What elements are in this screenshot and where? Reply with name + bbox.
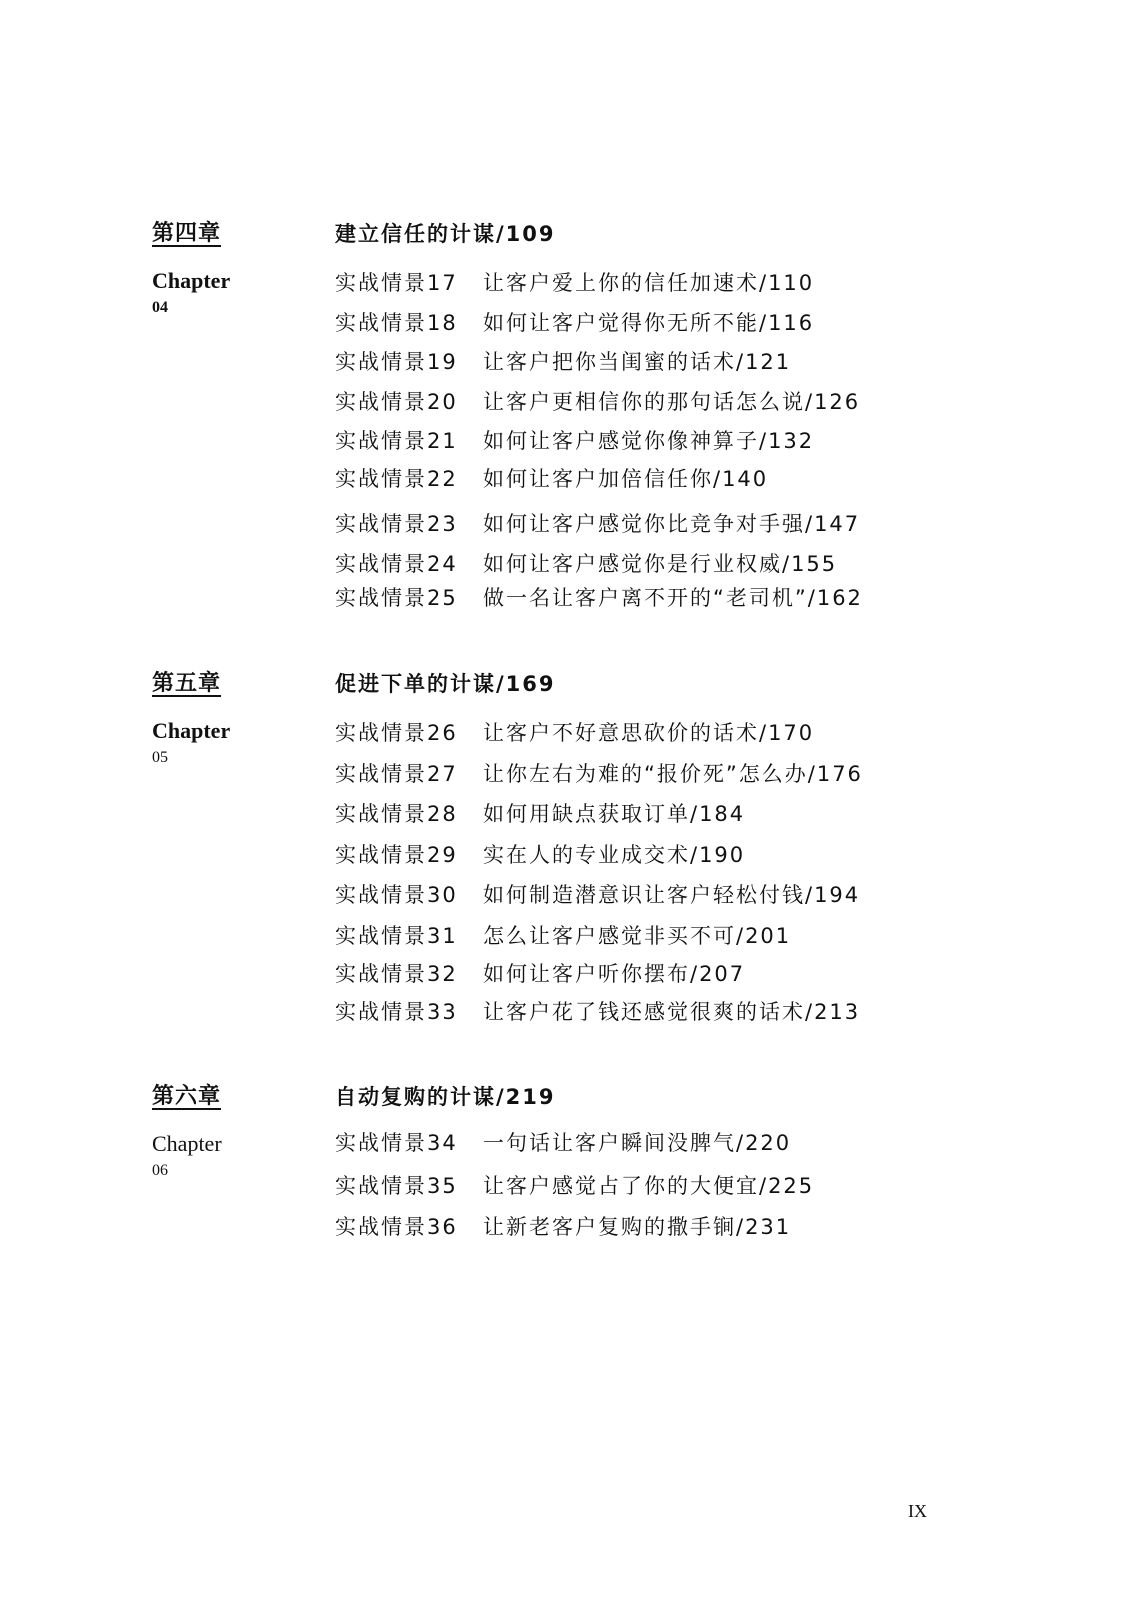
toc-entry[interactable]: [335, 464, 768, 494]
entry-text: 让客户爱上你的信任加速术/110: [483, 271, 815, 295]
entry-text: 如何让客户听你摆布/207: [483, 962, 746, 986]
toc-entry[interactable]: [335, 1128, 791, 1158]
toc-entry[interactable]: [335, 840, 745, 870]
entry-text: 让客户感觉占了你的大便宜/225: [483, 1174, 815, 1198]
toc-entry[interactable]: [335, 880, 860, 910]
entry-label: 实战情景20: [335, 390, 458, 414]
entry-label: 实战情景29: [335, 843, 458, 867]
chapter-title[interactable]: 自动复购的计谋/219: [335, 1085, 556, 1109]
entry-text: 如何让客户觉得你无所不能/116: [483, 311, 815, 335]
toc-entry[interactable]: [335, 1212, 791, 1242]
entry-text: 怎么让客户感觉非买不可/201: [483, 924, 792, 948]
entry-label: 实战情景27: [335, 762, 458, 786]
toc-entry[interactable]: [335, 921, 791, 951]
entry-text: 做一名让客户离不开的“老司机”/162: [483, 586, 863, 610]
entry-text: 如何让客户感觉你像神算子/132: [483, 429, 815, 453]
toc-entry[interactable]: [335, 718, 814, 748]
toc-entry[interactable]: [335, 583, 863, 613]
chapter-number: 04: [152, 299, 168, 316]
chapter-heading: 第五章: [152, 671, 222, 696]
entry-label: 实战情景25: [335, 586, 458, 610]
toc-entry[interactable]: [335, 549, 837, 579]
entry-text: 一句话让客户瞬间没脾气/220: [483, 1131, 792, 1155]
entry-label: 实战情景28: [335, 802, 458, 826]
chapter-label-en: Chapter: [152, 1131, 222, 1156]
entry-label: 实战情景18: [335, 311, 458, 335]
toc-entry[interactable]: [335, 268, 814, 298]
page-number: IX: [908, 1501, 927, 1521]
toc-entry[interactable]: [335, 1171, 814, 1201]
toc-entry[interactable]: [335, 997, 860, 1027]
entry-label: 实战情景22: [335, 467, 458, 491]
entry-label: 实战情景34: [335, 1131, 458, 1155]
entry-text: 让客户花了钱还感觉很爽的话术/213: [483, 1000, 861, 1024]
entry-text: 如何让客户感觉你比竞争对手强/147: [483, 512, 861, 536]
entry-text: 让客户把你当闺蜜的话术/121: [483, 350, 792, 374]
chapter-number: 06: [152, 1162, 168, 1179]
entry-label: 实战情景33: [335, 1000, 458, 1024]
entry-text: 让客户更相信你的那句话怎么说/126: [483, 390, 861, 414]
chapter-title[interactable]: 促进下单的计谋/169: [335, 672, 556, 696]
entry-label: 实战情景24: [335, 552, 458, 576]
entry-text: 让新老客户复购的撒手锏/231: [483, 1215, 792, 1239]
entry-label: 实战情景32: [335, 962, 458, 986]
entry-label: 实战情景35: [335, 1174, 458, 1198]
entry-label: 实战情景21: [335, 429, 458, 453]
toc-entry[interactable]: [335, 509, 860, 539]
toc-entry[interactable]: [335, 308, 814, 338]
entry-text: 让客户不好意思砍价的话术/170: [483, 721, 815, 745]
chapter-title[interactable]: 建立信任的计谋/109: [335, 222, 556, 246]
chapter-heading: 第四章: [152, 221, 222, 246]
entry-text: 实在人的专业成交术/190: [483, 843, 746, 867]
chapter-heading: 第六章: [152, 1084, 222, 1109]
entry-label: 实战情景30: [335, 883, 458, 907]
toc-entry[interactable]: [335, 426, 814, 456]
entry-label: 实战情景19: [335, 350, 458, 374]
entry-label: 实战情景17: [335, 271, 458, 295]
entry-text: 如何让客户感觉你是行业权威/155: [483, 552, 838, 576]
chapter-label-en: Chapter: [152, 268, 231, 293]
entry-label: 实战情景23: [335, 512, 458, 536]
toc-entry[interactable]: [335, 759, 863, 789]
entry-text: 让你左右为难的“报价死”怎么办/176: [483, 762, 863, 786]
entry-label: 实战情景26: [335, 721, 458, 745]
entry-label: 实战情景31: [335, 924, 458, 948]
toc-entry[interactable]: [335, 799, 745, 829]
entry-label: 实战情景36: [335, 1215, 458, 1239]
entry-text: 如何让客户加倍信任你/140: [483, 467, 769, 491]
entry-text: 如何用缺点获取订单/184: [483, 802, 746, 826]
toc-entry[interactable]: [335, 959, 745, 989]
toc-entry[interactable]: [335, 387, 860, 417]
toc-entry[interactable]: [335, 347, 791, 377]
entry-text: 如何制造潜意识让客户轻松付钱/194: [483, 883, 861, 907]
chapter-number: 05: [152, 749, 168, 766]
chapter-label-en: Chapter: [152, 718, 231, 743]
